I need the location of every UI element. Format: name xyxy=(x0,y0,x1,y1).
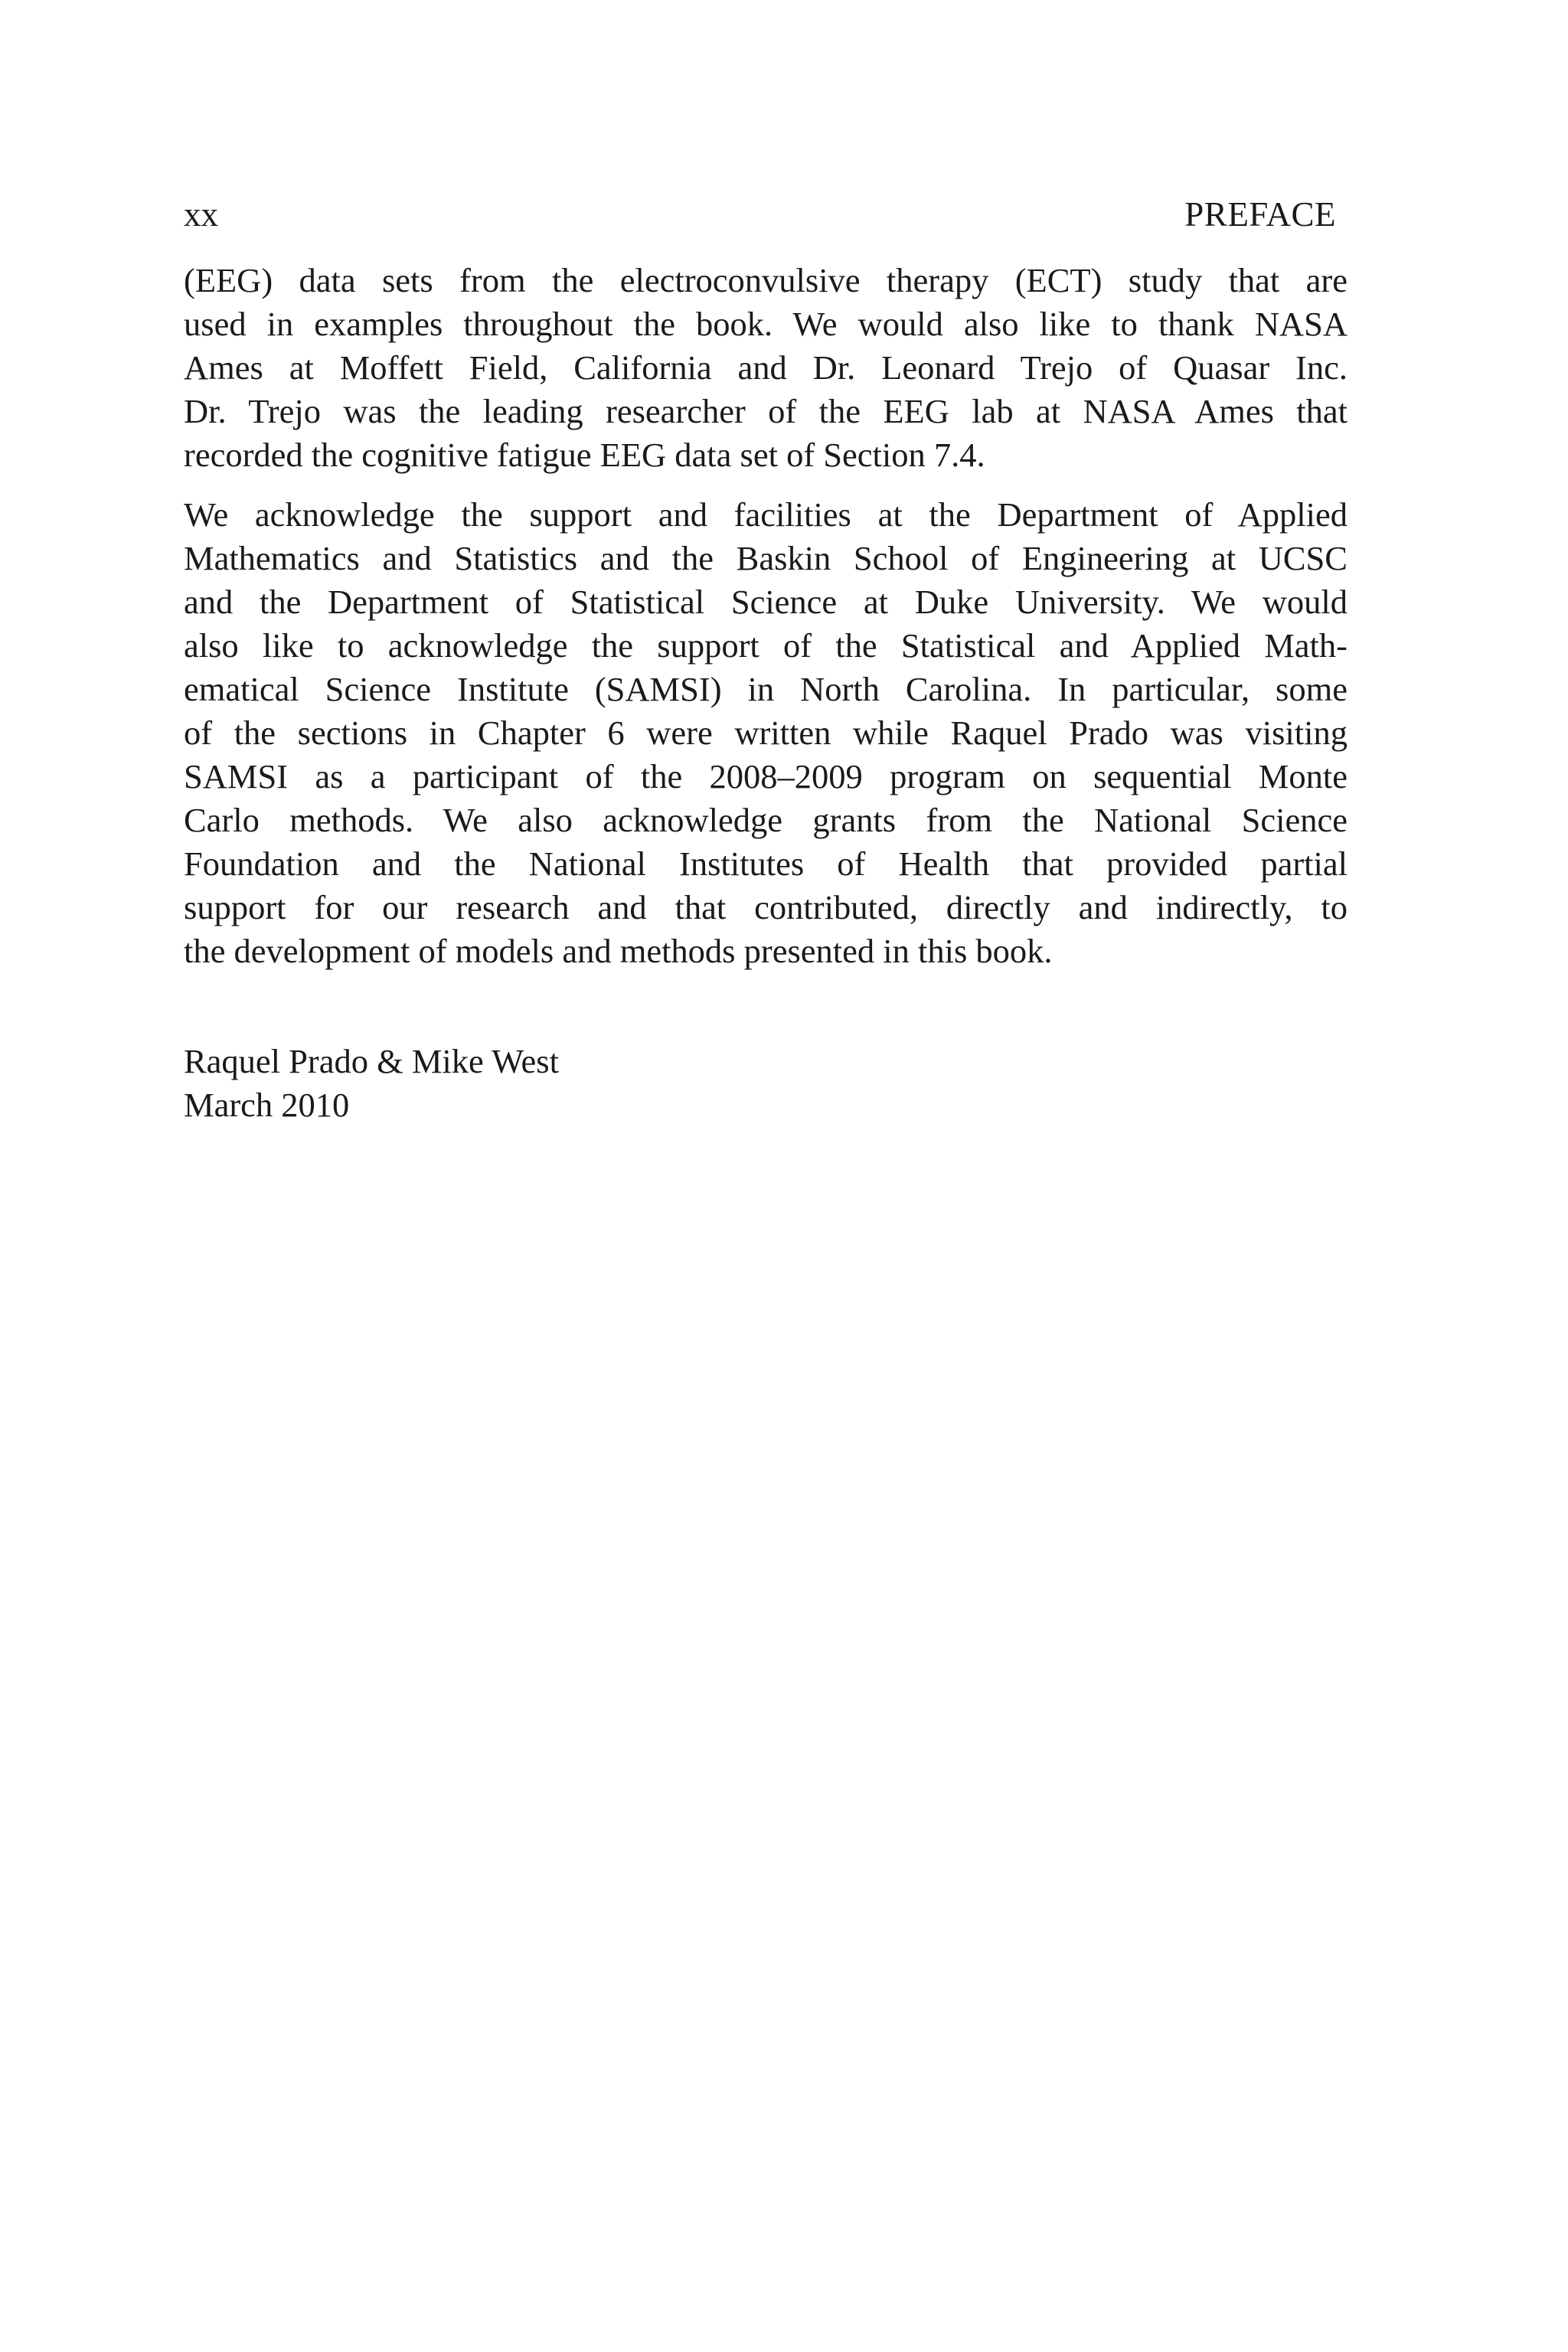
text-line: Foundation and the National Institutes of Health that provided partial xyxy=(184,844,1348,883)
paragraph-2 xyxy=(184,493,1348,973)
book-page xyxy=(184,0,1348,2352)
text-line: ematical Science Institute (SAMSI) in North Carolina. In particular, some xyxy=(184,670,1348,708)
text-line: We acknowledge the support and facilities at the Department of Applied xyxy=(184,495,1348,534)
text-line: used in examples throughout the book. We would also like to thank NASA xyxy=(184,305,1348,343)
text-line: recorded the cognitive fatigue EEG data set of Section 7.4. xyxy=(184,436,985,474)
text-line: (EEG) data sets from the electroconvulsive therapy (ECT) study that are xyxy=(184,261,1348,299)
text-line: the development of models and methods presented in this book. xyxy=(184,932,1053,970)
text-line: and the Department of Statistical Science at Duke University. We would xyxy=(184,583,1348,621)
text-line: Mathematics and Statistics and the Baskin School of Engineering at UCSC xyxy=(184,539,1348,577)
signature-date: March 2010 xyxy=(184,1086,350,1124)
text-line: support for our research and that contributed, directly and indirectly, to xyxy=(184,888,1348,926)
text-line: SAMSI as a participant of the 2008–2009 program on sequential Monte xyxy=(184,757,1348,795)
paragraph-1 xyxy=(184,259,1348,477)
body-text xyxy=(184,259,1348,973)
section-title: PREFACE xyxy=(1184,195,1336,234)
text-line: Dr. Trejo was the leading researcher of the EEG lab at NASA Ames that xyxy=(184,392,1348,430)
text-line: Ames at Moffett Field, California and Dr. Leonard Trejo of Quasar Inc. xyxy=(184,348,1348,387)
text-line: Carlo methods. We also acknowledge grants from the National Science xyxy=(184,801,1348,839)
running-head xyxy=(184,191,1348,237)
page-number: xx xyxy=(184,195,218,234)
author-names: Raquel Prado & Mike West xyxy=(184,1042,559,1080)
text-line: of the sections in Chapter 6 were written while Raquel Prado was visiting xyxy=(184,714,1348,752)
text-line: also like to acknowledge the support of the Statistical and Applied Math- xyxy=(184,626,1348,665)
signature-block xyxy=(184,1040,559,1127)
